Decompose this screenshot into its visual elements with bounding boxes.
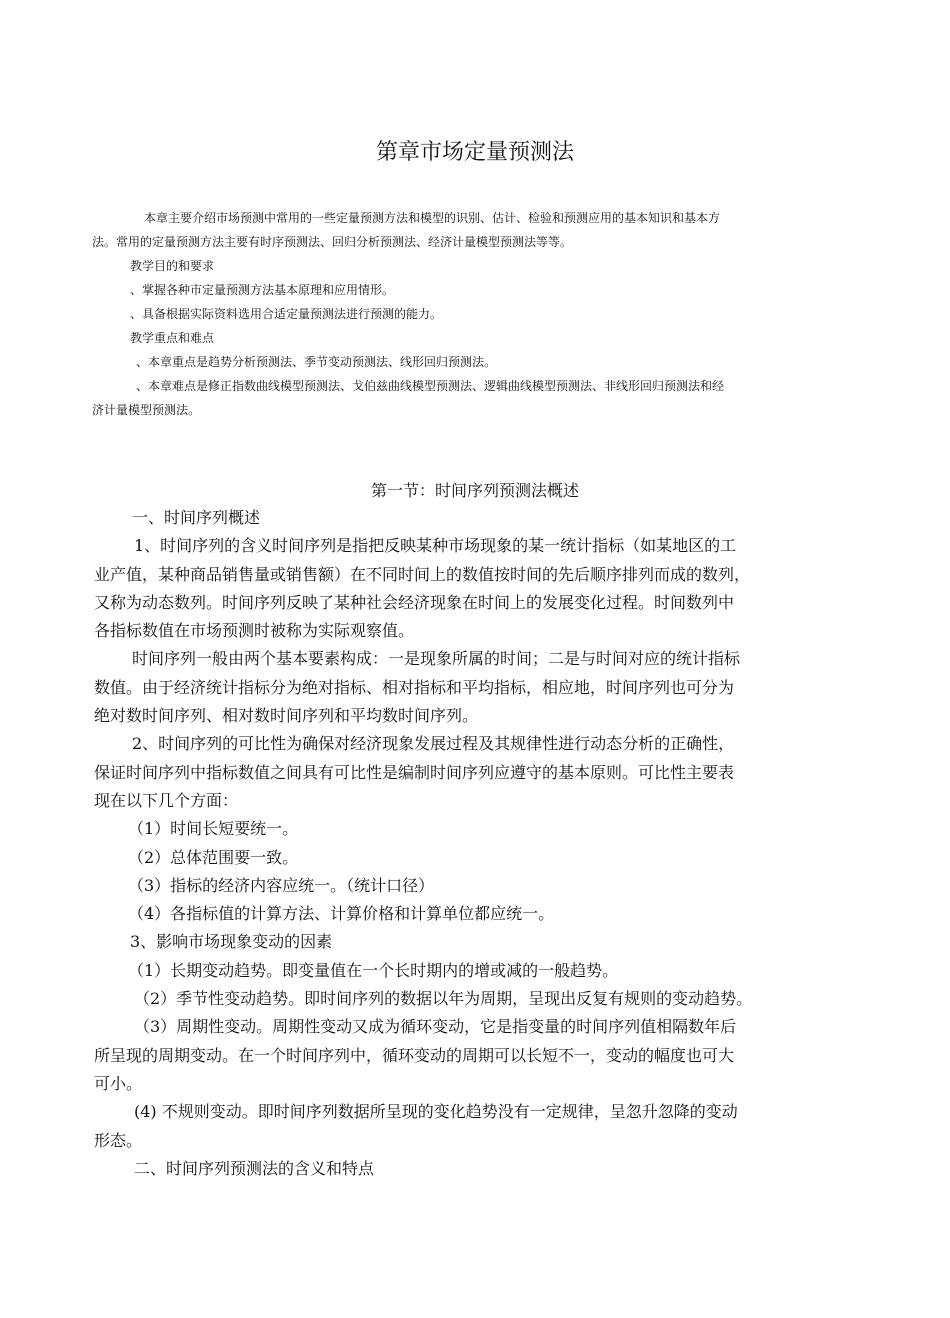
intro-line: 、掌握各种市定量预测方法基本原理和应用情形。 — [130, 283, 395, 297]
body-line: 2、时间序列的可比性为确保对经济现象发展过程及其规律性进行动态分析的正确性， — [132, 734, 735, 754]
list-item: （1）时间长短要统一。 — [128, 819, 299, 839]
section-heading: 第一节：时间序列预测法概述 — [370, 481, 579, 500]
intro-line: 、本章重点是趋势分析预测法、季节变动预测法、线形回归预测法。 — [136, 355, 497, 369]
subsection-heading: 二、时间序列预测法的含义和特点 — [134, 1158, 375, 1178]
body-line: 各指标数值在市场预测时被称为实际观察值。 — [94, 621, 415, 641]
body-line: 绝对数时间序列、相对数时间序列和平均数时间序列。 — [94, 706, 479, 726]
chapter-title: 第章市场定量预测法 — [375, 140, 574, 165]
teaching-focus-heading: 教学重点和难点 — [130, 331, 215, 345]
body-line: 1、时间序列的含义时间序列是指把反映某种市场现象的某一统计指标（如某地区的工 — [134, 536, 737, 556]
body-line: 时间序列一般由两个基本要素构成：一是现象所属的时间；二是与时间对应的统计指标 — [132, 649, 741, 669]
intro-line: 济计量模型预测法。 — [92, 403, 201, 417]
list-item: （3）指标的经济内容应统一。（统计口径） — [128, 875, 435, 895]
list-item: （2）总体范围要一致。 — [128, 847, 299, 867]
body-line: 数值。由于经济统计指标分为绝对指标、相对指标和平均指标，相应地，时间序列也可分为 — [94, 677, 735, 697]
body-line: 又称为动态数列。时间序列反映了某种社会经济现象在时间上的发展变化过程。时间数列中 — [94, 592, 735, 612]
list-item: （4）各指标值的计算方法、计算价格和计算单位都应统一。 — [128, 904, 555, 924]
subsection-heading: 3、影响市场现象变动的因素 — [130, 932, 333, 952]
list-item: （3）周期性变动。周期性变动又成为循环变动，它是指变量的时间序列值相隔数年后 — [134, 1017, 737, 1037]
intro-line: 、具备根据实际资料选用合适定量预测法进行预测的能力。 — [130, 307, 443, 321]
intro-line: 、本章难点是修正指数曲线模型预测法、戈伯兹曲线模型预测法、逻辑曲线模型预测法、非线形回归预测法和经 — [136, 379, 725, 393]
teaching-goals-heading: 教学目的和要求 — [130, 259, 215, 273]
list-item: (4) 不规则变动。即时间序列数据所呈现的变化趋势没有一定规律，呈忽升忽降的变动 — [134, 1102, 738, 1122]
intro-line: 法。常用的定量预测方法主要有时序预测法、回归分析预测法、经济计量模型预测法等等。 — [92, 235, 573, 249]
body-line: 业产值，某种商品销售量或销售额）在不同时间上的数值按时间的先后顺序排列而成的数列， — [94, 564, 751, 584]
list-item: （2）季节性变动趋势。即时间序列的数据以年为周期，呈现出反复有规则的变动趋势。 — [134, 989, 753, 1009]
subsection-heading: 一、时间序列概述 — [132, 508, 261, 527]
intro-line: 本章主要介绍市场预测中常用的一些定量预测方法和模型的识别、估计、检验和预测应用的基本知识和基本方 — [144, 211, 721, 225]
list-item: （1）长期变动趋势。即变量值在一个长时期内的增或减的一般趋势。 — [128, 960, 619, 980]
section-body — [94, 504, 860, 1183]
body-line: 可小。 — [94, 1073, 143, 1093]
body-line: 保证时间序列中指标数值之间具有可比性是编制时间序列应遵守的基本原则。可比性主要表 — [94, 762, 735, 782]
chapter-intro — [94, 206, 860, 422]
body-line: 所呈现的周期变动。在一个时间序列中，循环变动的周期可以长短不一，变动的幅度也可大 — [94, 1045, 735, 1065]
body-line: 现在以下几个方面： — [94, 790, 239, 810]
body-line: 形态。 — [94, 1130, 143, 1150]
